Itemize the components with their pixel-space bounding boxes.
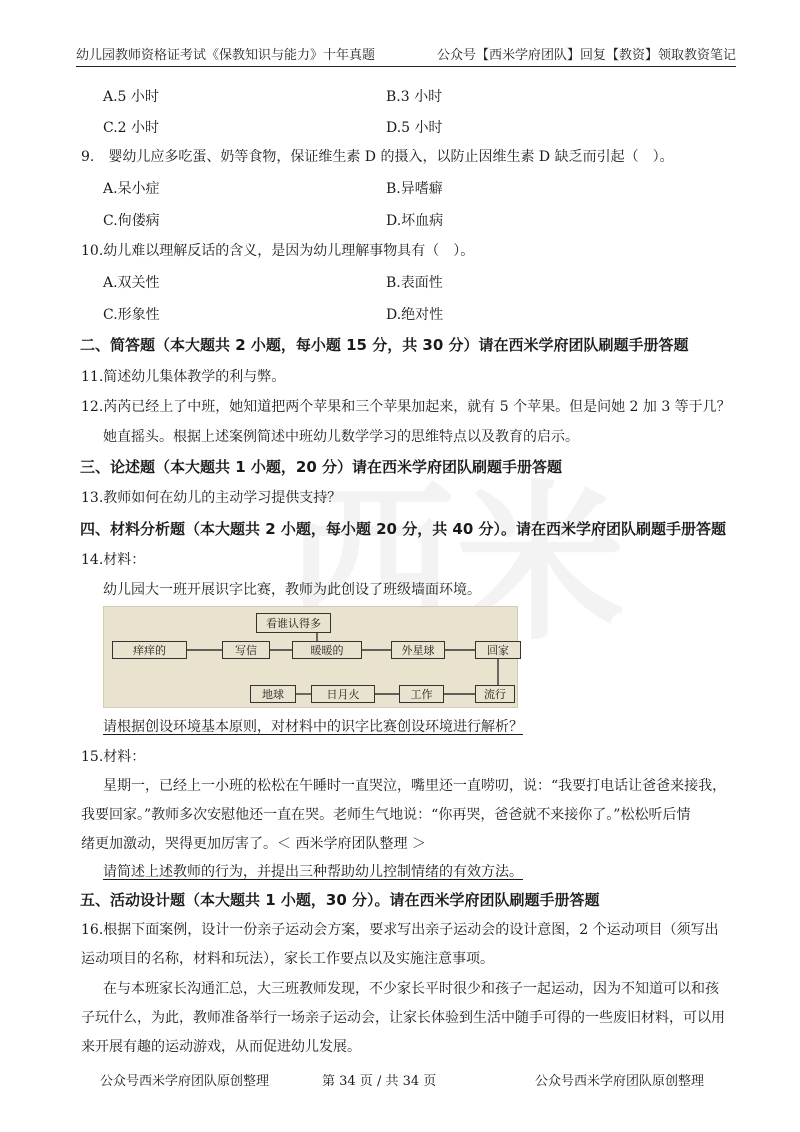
word-wall-diagram (103, 606, 518, 708)
diagram-node-6: 地球 (250, 685, 296, 703)
q14-material: 幼儿园大一班开展识字比赛，教师为此创设了班级墙面环境。 (103, 582, 481, 598)
q15-task: 请简述上述教师的行为，并提出三种帮助幼儿控制情绪的有效方法。 (103, 864, 523, 880)
section-3-heading: 三、论述题（本大题共 1 小题，20 分）请在西米学府团队刷题手册答题 (80, 458, 562, 476)
diagram-node-7: 日月火 (311, 685, 375, 703)
diagram-node-4: 外星球 (391, 641, 445, 659)
q10-option-b: B.表面性 (386, 275, 443, 291)
section-4-heading: 四、材料分析题（本大题共 2 小题，每小题 20 分，共 40 分）。请在西米学府团队刷题手册答题 (80, 520, 727, 538)
diagram-node-8: 工作 (399, 685, 444, 703)
diagram-node-1: 痒痒的 (112, 641, 187, 659)
diagram-node-3: 暖暖的 (292, 641, 362, 659)
footer-right: 公众号西米学府团队原创整理 (535, 1074, 705, 1089)
q9-stem: 9. 婴幼儿应多吃蛋、奶等食物，保证维生素 D 的摄入，以防止因维生素 D 缺乏而引起（ ）。 (81, 149, 674, 165)
q8-option-a: A.5 小时 (103, 89, 159, 105)
q16-line-2: 运动项目的名称，材料和玩法），家长工作要点以及实施注意事项。 (81, 951, 494, 967)
page-number: 第 34 页 / 共 34 页 (322, 1074, 437, 1089)
diagram-node-2: 写信 (222, 641, 270, 659)
q10-stem: 10.幼儿难以理解反话的含义，是因为幼儿理解事物具有（ ）。 (81, 243, 475, 259)
q16-line-5: 来开展有趣的运动游戏，从而促进幼儿发展。 (81, 1039, 361, 1055)
q9-option-b: B.异嗜癖 (386, 181, 443, 197)
q15-line-3: 绪更加激动，哭得更加厉害了。＜ 西米学府团队整理 ＞ (81, 836, 426, 852)
q15-line-2: 我要回家。”教师多次安慰他还一直在哭。老师生气地说：“你再哭，爸爸就不来接你了。”松松听后情 (81, 807, 691, 823)
q9-option-d: D.坏血病 (386, 213, 444, 229)
q16-line-1: 16.根据下面案例，设计一份亲子运动会方案，要求写出亲子运动会的设计意图，2 个运动项目（须写出 (81, 922, 719, 938)
q9-option-c: C.佝偻病 (103, 213, 160, 229)
q12-line-2: 她直摇头。根据上述案例简述中班幼儿数学学习的思维特点以及教育的启示。 (103, 429, 579, 445)
q16-line-3: 在与本班家长沟通汇总，大三班教师发现，不少家长平时很少和孩子一起运动，因为不知道可以和孩 (103, 981, 719, 997)
q10-option-c: C.形象性 (103, 307, 160, 323)
q15-line-1: 星期一，已经上一小班的松松在午睡时一直哭泣，嘴里还一直唠叨，说：“我要打电话让爸爸来接我， (103, 778, 727, 794)
diagram-node-9: 流行 (475, 685, 515, 703)
diagram-node-5: 回家 (475, 641, 521, 659)
q13: 13.教师如何在幼儿的主动学习提供支持？ (81, 490, 342, 506)
section-5-heading: 五、活动设计题（本大题共 1 小题，30 分）。请在西米学府团队刷题手册答题 (80, 891, 600, 909)
q9-option-a: A.呆小症 (103, 181, 160, 197)
q14-label: 14.材料： (81, 552, 146, 568)
header-right: 公众号【西米学府团队】回复【教资】领取教资笔记 (436, 48, 736, 63)
q16-line-4: 子玩什么，为此，教师准备举行一场亲子运动会，让家长体验到生活中随手可得的一些废旧材料，可以用 (81, 1010, 725, 1026)
q15-label: 15.材料： (81, 749, 146, 765)
q10-option-d: D.绝对性 (386, 307, 444, 323)
q14-task: 请根据创设环境基本原则，对材料中的识字比赛创设环境进行解析？ (103, 719, 523, 735)
q8-option-c: C.2 小时 (103, 120, 160, 136)
section-2-heading: 二、简答题（本大题共 2 小题，每小题 15 分，共 30 分）请在西米学府团队刷题手册答题 (80, 336, 689, 354)
q11: 11.简述幼儿集体教学的利与弊。 (81, 369, 286, 385)
header-rule (76, 66, 736, 67)
q12-line-1: 12.芮芮已经上了中班，她知道把两个苹果和三个苹果加起来，就有 5 个苹果。但是问她 2 加 3 等于几？ (81, 399, 731, 415)
q10-option-a: A.双关性 (103, 275, 160, 291)
footer-left: 公众号西米学府团队原创整理 (100, 1074, 270, 1089)
q8-option-d: D.5 小时 (386, 120, 443, 136)
header-left: 幼儿园教师资格证考试《保教知识与能力》十年真题 (76, 48, 376, 63)
q8-option-b: B.3 小时 (386, 89, 443, 105)
diagram-node-title: 看谁认得多 (256, 613, 331, 633)
